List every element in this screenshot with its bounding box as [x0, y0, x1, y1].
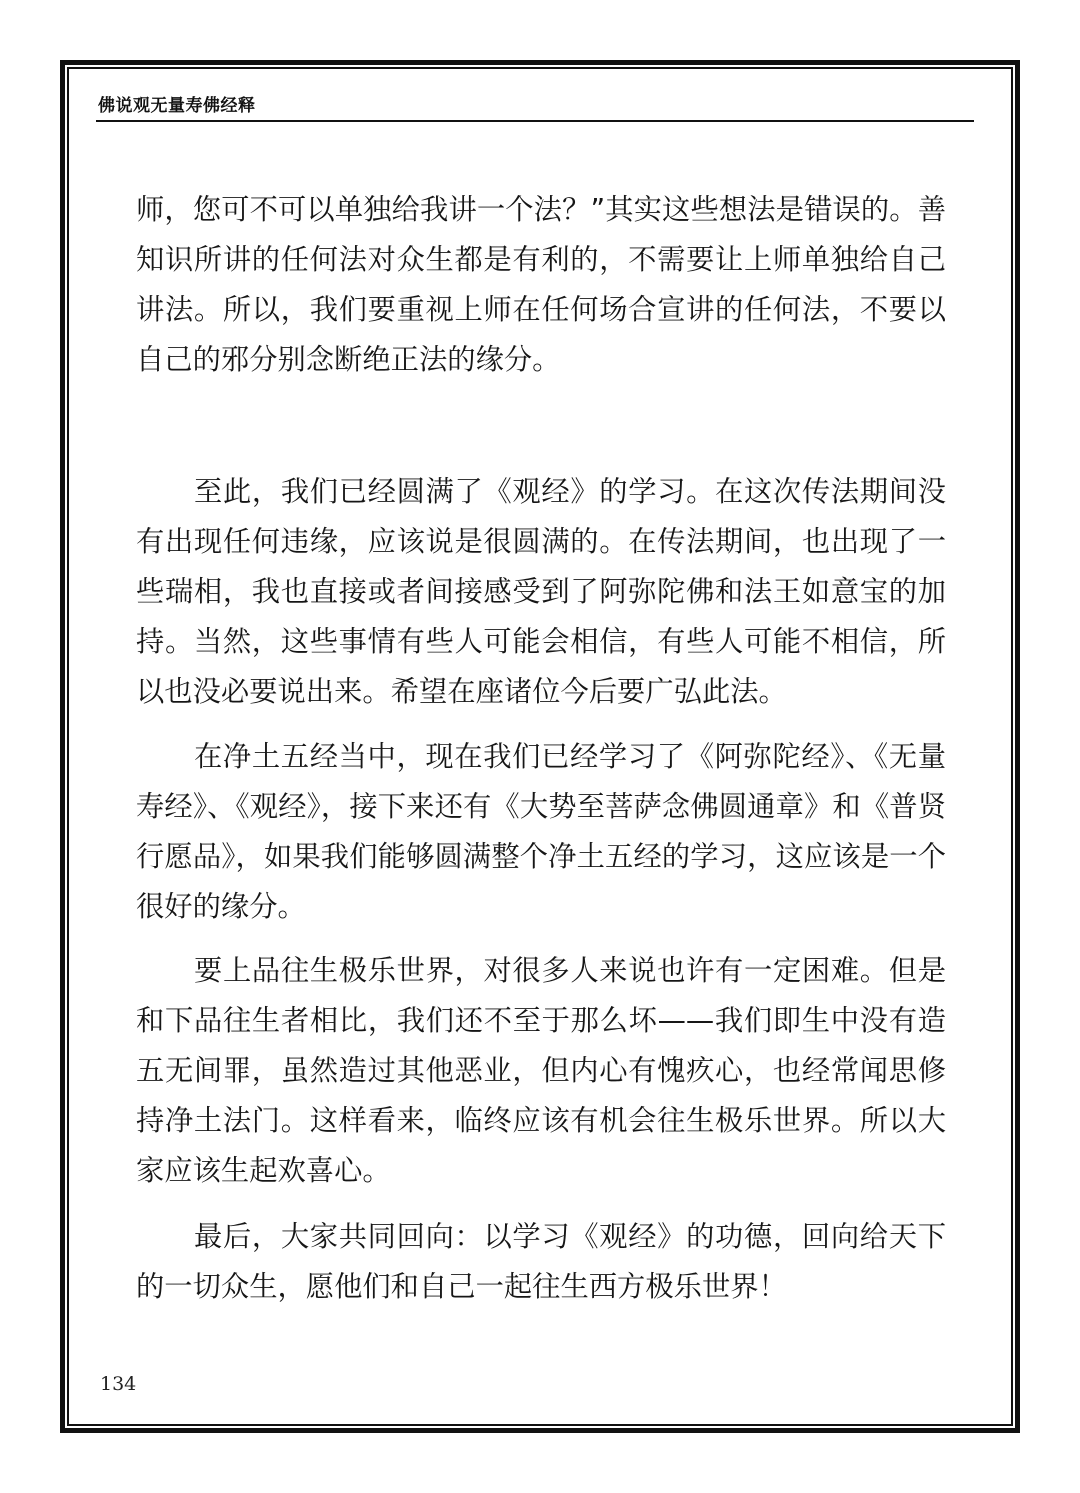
- paragraph-completion: 至此，我们已经圆满了《观经》的学习。在这次传法期间没有出现任何违缘，应该说是很圆满的。在传法期间，也出现了一些瑞相，我也直接或者间接感受到了阿弥陀佛和法王如意宝的加持。当然，这些事情有些人可能会相信，有些人可能不相信，所以也没必要说出来。希望在座诸位今后要广弘此法。: [136, 475, 946, 708]
- running-header-title: 佛说观无量寿佛经释: [98, 96, 256, 116]
- paragraph-dedication: 最后，大家共同回向：以学习《观经》的功德，回向给天下的一切众生，愿他们和自己一起往生西方极乐世界！: [136, 1220, 946, 1303]
- paragraph-rebirth: 要上品往生极乐世界，对很多人来说也许有一定困难。但是和下品往生者相比，我们还不至于那么坏——我们即生中没有造五无间罪，虽然造过其他恶业，但内心有愧疚心，也经常闻思修持净土法门。这样看来，临终应该有机会往生极乐世界。所以大家应该生起欢喜心。: [136, 954, 946, 1187]
- paragraph-pure-land-sutras: 在净土五经当中，现在我们已经学习了《阿弥陀经》、《无量寿经》、《观经》，接下来还有《大势至菩萨念佛圆通章》和《普贤行愿品》，如果我们能够圆满整个净土五经的学习，这应该是一个很好的缘分。: [136, 740, 946, 923]
- paragraph-continued: 师，您可不可以单独给我讲一个法？”其实这些想法是错误的。善知识所讲的任何法对众生都是有利的，不需要让上师单独给自己讲法。所以，我们要重视上师在任何场合宣讲的任何法，不要以自己的邪分别念断绝正法的缘分。: [136, 193, 946, 376]
- header-divider: [96, 120, 974, 122]
- page-number: 134: [100, 1373, 137, 1395]
